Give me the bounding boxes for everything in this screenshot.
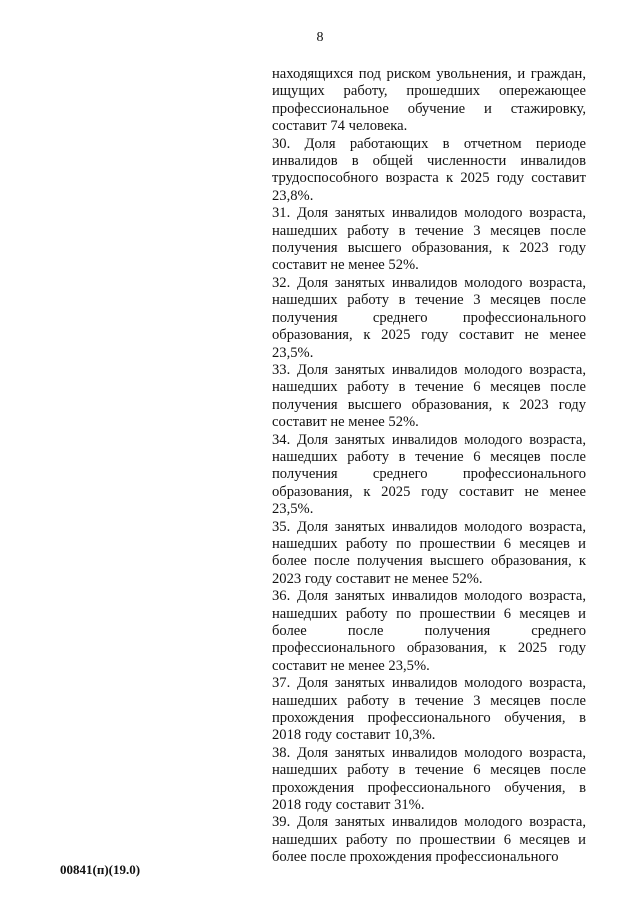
paragraph-item-38: 38. Доля занятых инвалидов молодого возраста, нашедших работу в течение 6 месяцев после прохождения профессионального обучения, в 2018 году составит 31%. [272, 744, 586, 814]
paragraph-item-30: 30. Доля работающих в отчетном периоде инвалидов в общей численности инвалидов трудоспособного возраста к 2025 году составит 23,8%. [272, 135, 586, 204]
paragraph-item-39: 39. Доля занятых инвалидов молодого возраста, нашедших работу по прошествии 6 месяцев и более после прохождения профессионального [272, 814, 586, 866]
paragraph-item-37: 37. Доля занятых инвалидов молодого возраста, нашедших работу в течение 3 месяцев после прохождения профессионального обучения, в 2018 году составит 10,3%. [272, 675, 586, 744]
paragraph-item-33: 33. Доля занятых инвалидов молодого возраста, нашедших работу в течение 6 месяцев после получения высшего образования, к 2023 году составит не менее 52%. [272, 361, 586, 431]
body-text [272, 66, 586, 867]
paragraph-item-32: 32. Доля занятых инвалидов молодого возраста, нашедших работу в течение 3 месяцев после получения среднего профессионального образования, к 2025 году составит не менее 23,5%. [272, 274, 586, 361]
paragraph-item-31: 31. Доля занятых инвалидов молодого возраста, нашедших работу в течение 3 месяцев после получения высшего образования, к 2023 году составит не менее 52%. [272, 205, 586, 274]
paragraph-item-35: 35. Доля занятых инвалидов молодого возраста, нашедших работу по прошествии 6 месяцев и более после получения высшего образования, к 2023 году составит не менее 52%. [272, 518, 586, 587]
paragraph-item-36: 36. Доля занятых инвалидов молодого возраста, нашедших работу по прошествии 6 месяцев и более после получения среднего профессионального образования, к 2025 году составит не менее 23,5%. [272, 588, 586, 674]
document-code: 00841(п)(19.0) [60, 862, 141, 877]
page-number: 8 [316, 30, 324, 45]
paragraph-continuation: находящихся под риском увольнения, и граждан, ищущих работу, прошедших опережающее профессиональное обучение и стажировку, составит 74 человека. [272, 66, 586, 135]
paragraph-item-34: 34. Доля занятых инвалидов молодого возраста, нашедших работу в течение 6 месяцев после получения среднего профессионального образования, к 2025 году составит не менее 23,5%. [272, 431, 586, 518]
